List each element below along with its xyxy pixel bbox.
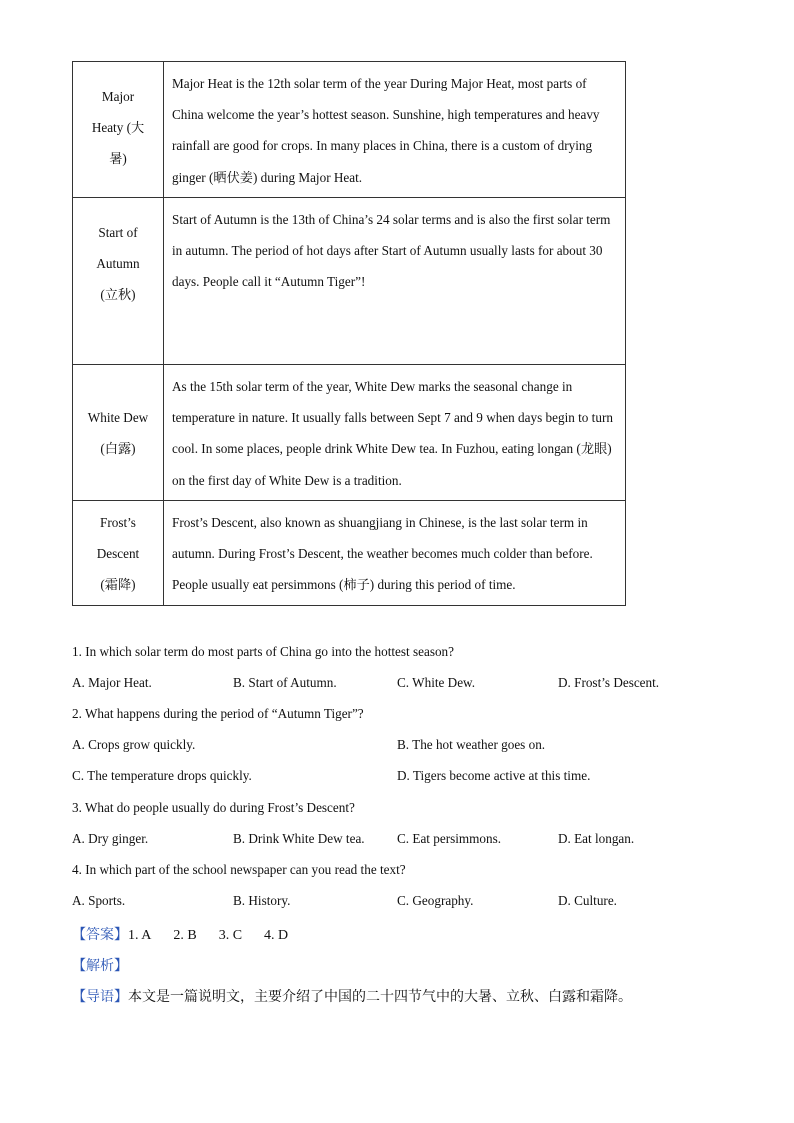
term-description: Major Heat is the 12th solar term of the year During Major Heat, most parts of China welcome the year’s hottest season. Sunshine, high temperatures and heavy rainfall are good for crops. In many places in China, there is a custom of drying ginger (晒伏姜) during Major Heat. xyxy=(164,62,626,198)
answer-item: 1. A xyxy=(128,928,152,943)
term-name-line: (白露) xyxy=(100,441,136,457)
term-description: Frost’s Descent, also known as shuangjiang in Chinese, is the last solar term in autumn. During Frost’s Descent, the weather becomes much colder than before. People usually eat persimmons (柿子) during this period of time. xyxy=(164,501,626,606)
option-4a: A. Sports. xyxy=(72,893,126,908)
answer-label: 【答案】 xyxy=(72,928,128,943)
table-row xyxy=(73,501,626,606)
term-name-line: Descent xyxy=(96,546,140,562)
term-name-line: Start of xyxy=(98,225,138,240)
term-name-line: Autumn xyxy=(96,256,140,272)
option-3a: A. Dry ginger. xyxy=(72,831,149,846)
question-3: 3. What do people usually do during Frost’s Descent? xyxy=(72,800,355,815)
guide-line xyxy=(72,986,632,1006)
option-3b: B. Drink White Dew tea. xyxy=(233,831,365,846)
table-row xyxy=(73,365,626,501)
solar-terms-table xyxy=(72,61,626,606)
answer-item: 4. D xyxy=(264,928,289,943)
option-2c: C. The temperature drops quickly. xyxy=(72,768,252,783)
guide-text: 本文是一篇说明文，主要介绍了中国的二十四节气中的大暑、立秋、白露和霜降。 xyxy=(128,990,632,1005)
answer-item: 2. B xyxy=(173,928,197,943)
term-name-line: (立秋) xyxy=(100,287,136,303)
term-name-line: 暑) xyxy=(109,151,127,167)
option-1b: B. Start of Autumn. xyxy=(233,675,337,690)
answer-item: 3. C xyxy=(218,928,243,943)
term-description: Start of Autumn is the 13th of China’s 24 solar terms and is also the first solar term in autumn. The period of hot days after Start of Autumn usually lasts for about 30 days. People call it “Autumn Tiger”! xyxy=(164,198,626,365)
option-2d: D. Tigers become active at this time. xyxy=(397,768,591,783)
option-4b: B. History. xyxy=(233,893,291,908)
term-name-line: (霜降) xyxy=(100,577,136,593)
guide-label: 【导语】 xyxy=(72,990,128,1005)
question-1: 1. In which solar term do most parts of China go into the hottest season? xyxy=(72,644,455,659)
term-name-cell xyxy=(73,198,164,365)
option-1c: C. White Dew. xyxy=(397,675,476,690)
option-1d: D. Frost’s Descent. xyxy=(558,675,660,690)
question-2: 2. What happens during the period of “Autumn Tiger”? xyxy=(72,706,364,721)
term-name-cell xyxy=(73,365,164,501)
term-name-cell xyxy=(73,501,164,606)
option-2a: A. Crops grow quickly. xyxy=(72,737,196,752)
term-name-line: Frost’s xyxy=(100,515,136,530)
term-name-line: White Dew xyxy=(87,410,149,425)
option-1a: A. Major Heat. xyxy=(72,675,152,690)
table-row xyxy=(73,62,626,198)
option-4c: C. Geography. xyxy=(397,893,474,908)
term-name-line: Heaty (大 xyxy=(91,120,145,136)
answer-line xyxy=(72,924,310,944)
option-3c: C. Eat persimmons. xyxy=(397,831,502,846)
option-2b: B. The hot weather goes on. xyxy=(397,737,546,752)
option-3d: D. Eat longan. xyxy=(558,831,635,846)
term-name-cell xyxy=(73,62,164,198)
term-description: As the 15th solar term of the year, White Dew marks the seasonal change in temperature in nature. It usually falls between Sept 7 and 9 when days begin to turn cool. In some places, people drink White Dew tea. In Fuzhou, eating longan (龙眼) on the first day of White Dew is a tradition. xyxy=(164,365,626,501)
option-4d: D. Culture. xyxy=(558,893,617,908)
table-row xyxy=(73,198,626,365)
analysis-label: 【解析】 xyxy=(72,959,128,974)
term-name-line: Major xyxy=(101,89,135,104)
question-4: 4. In which part of the school newspaper can you read the text? xyxy=(72,862,406,877)
